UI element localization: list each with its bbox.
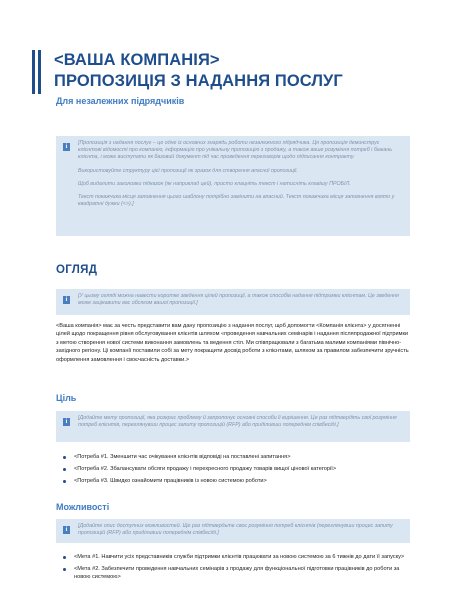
list-item: <Потреба #3. Швидко ознайомити працівників із новою системою роботи> xyxy=(60,477,410,485)
tip-paragraph: Текст покажчика місця заповнення цього шаблону потрібно замінити на власний. Текст покажчика місця заповнення взято у квадратні дужки (<>).] xyxy=(78,194,395,208)
list-item: <Потреба #2. Збалансувати обсяги продажу і перехресного продажу товарів вищої цінової категорії> xyxy=(60,465,410,473)
info-icon: i xyxy=(63,143,70,151)
tip-paragraph: [Пропозиція з надання послуг – це одне із основних знарядь роботи незалежного підрядчика. Ця пропозиція демонструє клієнтові відомості про компанію, інформацію про унікальну пропозицію з продажу, а також ваше розуміння потреб і бажань клієнта, і може виступати як базовий документ під час проведення переговорів щодо підписання контракту. xyxy=(78,140,393,161)
overview-tip-box xyxy=(56,289,410,315)
title-accent-bars xyxy=(32,50,46,94)
tip-paragraph: Використовуйте структуру цієї пропозиції як зразок для створення власної пропозиції. xyxy=(78,167,298,174)
list-item: <Мета #1. Навчити усіх представників служби підтримки клієнтів працювати за новою системою за 6 тижнів до дати її запуску> xyxy=(60,553,410,561)
info-icon: i xyxy=(63,526,70,534)
tip-paragraph: [Додайте опис доступних можливостей. Ще раз підтвердьте своє розуміння потреб клієнтів (переглянувши процес запиту пропозицій (RFP) або приділивши попереднім співбесіді.] xyxy=(78,523,393,537)
document-title: ПРОПОЗИЦІЯ З НАДАННЯ ПОСЛУГ xyxy=(54,72,343,90)
tip-paragraph: [Додайте мету пропозиції, яка розкриє проблему й запропонує основні способи її вирішення. Це раз підтвердіть свої розуміння потреб клієнтів, переглянувши процес запиту пропозицій (RFP) або приділивши попереднім співбесіді.] xyxy=(78,415,397,429)
list-item: <Мета #2. Забезпечити проведення навчальних семінарів з продажу для функціональної підготовки працівників до роботи за новою системою> xyxy=(60,565,410,581)
goal-tip-box xyxy=(56,411,410,442)
tip-paragraph: Щоб видалити заголовки підказок (як наприклад цей), просто клацніть текст і натисніть клавішу ПРОБІЛ. xyxy=(78,180,351,187)
intro-tip-box xyxy=(56,136,410,236)
opportunities-tip-box xyxy=(56,519,410,543)
overview-heading: ОГЛЯД xyxy=(56,264,98,276)
company-name: <ВАША КОМПАНІЯ> xyxy=(54,51,220,69)
opportunities-heading: Можливості xyxy=(56,502,110,512)
goal-heading: Ціль xyxy=(56,393,77,403)
goal-list xyxy=(60,453,410,490)
info-icon: i xyxy=(63,296,70,304)
document-subtitle: Для незалежних підрядчиків xyxy=(56,96,185,106)
tip-paragraph: [У цьому огляді можна навести коротке зведення цілей пропозиції, а також способів надання підтримки клієнтам. Це зведення може зацікавити вас обсягом вашої пропозиції.] xyxy=(78,293,399,307)
opportunities-list xyxy=(60,553,410,586)
info-icon: i xyxy=(63,418,70,426)
overview-body: <Ваша компанія> має за честь представити вам дану пропозицію з надання послуг, щоб допомогти <Компанія клієнта> у досягненні цілей щодо покращення рівня обслуговування клієнтів шляхом «проведення навчальних семінарів і надання післяпродажної підтримки з метою створення нової системи виконання замовлень та ведення стіл. Ми співпрацювали з багатьма малими компаніями північно-західного регіону. Ці компанії поставили собі за мету покращити досвід роботи з клієнтами, шляхом за правилом забезпечити зручність оформлення замовлення і своєчасність доставки.> xyxy=(56,323,409,363)
list-item: <Потреба #1. Зменшити час очікування клієнтів відповіді на поставлені запитання> xyxy=(60,453,410,461)
